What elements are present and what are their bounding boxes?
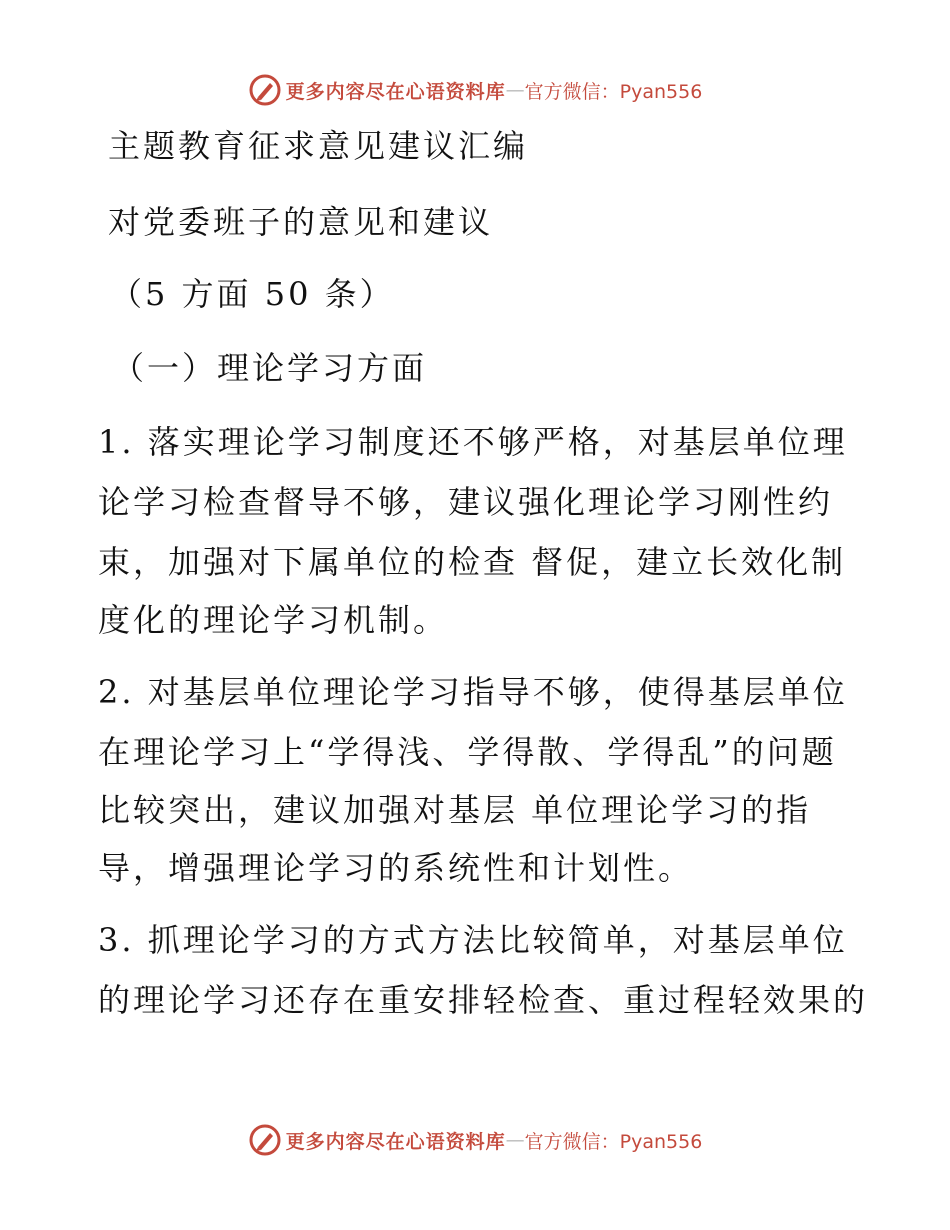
watermark-text: 更多内容尽在心语资料库 — [285, 80, 506, 103]
item-2-line-4: 导，增强理论学习的系统性和计划性。 — [98, 849, 694, 887]
item-2-line-3: 比较突出，建议加强对基层 单位理论学习的指 — [98, 791, 812, 829]
watermark-dash: — — [505, 1129, 525, 1151]
doc-subtitle: 对党委班子的意见和建议 — [108, 203, 494, 241]
header-watermark — [0, 70, 950, 110]
item-1-line-1: 1. 落实理论学习制度还不够严格，对基层单位理 — [98, 423, 848, 461]
item-1-line-2: 论学习检查督导不够，建议强化理论学习刚性约 — [98, 483, 834, 521]
watermark-wechat: 官方微信：Pyan556 — [524, 80, 703, 103]
watermark-wechat: 官方微信：Pyan556 — [524, 1130, 703, 1153]
doc-count: （5 方面 50 条） — [110, 275, 395, 313]
doc-title: 主题教育征求意见建议汇编 — [108, 127, 529, 165]
pen-nib-logo-icon — [248, 73, 282, 107]
item-3-line-2: 的理论学习还存在重安排轻检查、重过程轻效果的 — [98, 981, 869, 1019]
section-heading: （一）理论学习方面 — [112, 349, 428, 387]
pen-nib-logo-icon — [248, 1123, 282, 1157]
item-2-line-1: 2. 对基层单位理论学习指导不够，使得基层单位 — [98, 673, 848, 711]
footer-watermark — [0, 1120, 950, 1160]
watermark-text: 更多内容尽在心语资料库 — [285, 1130, 506, 1153]
watermark-dash: — — [505, 79, 525, 101]
item-1-line-3: 束，加强对下属单位的检查 督促，建立长效化制 — [98, 543, 847, 581]
item-1-line-4: 度化的理论学习机制。 — [98, 601, 449, 639]
item-3-line-1: 3. 抓理论学习的方式方法比较简单，对基层单位 — [98, 921, 848, 959]
item-2-line-2: 在理论学习上“学得浅、学得散、学得乱”的问题 — [98, 733, 837, 771]
